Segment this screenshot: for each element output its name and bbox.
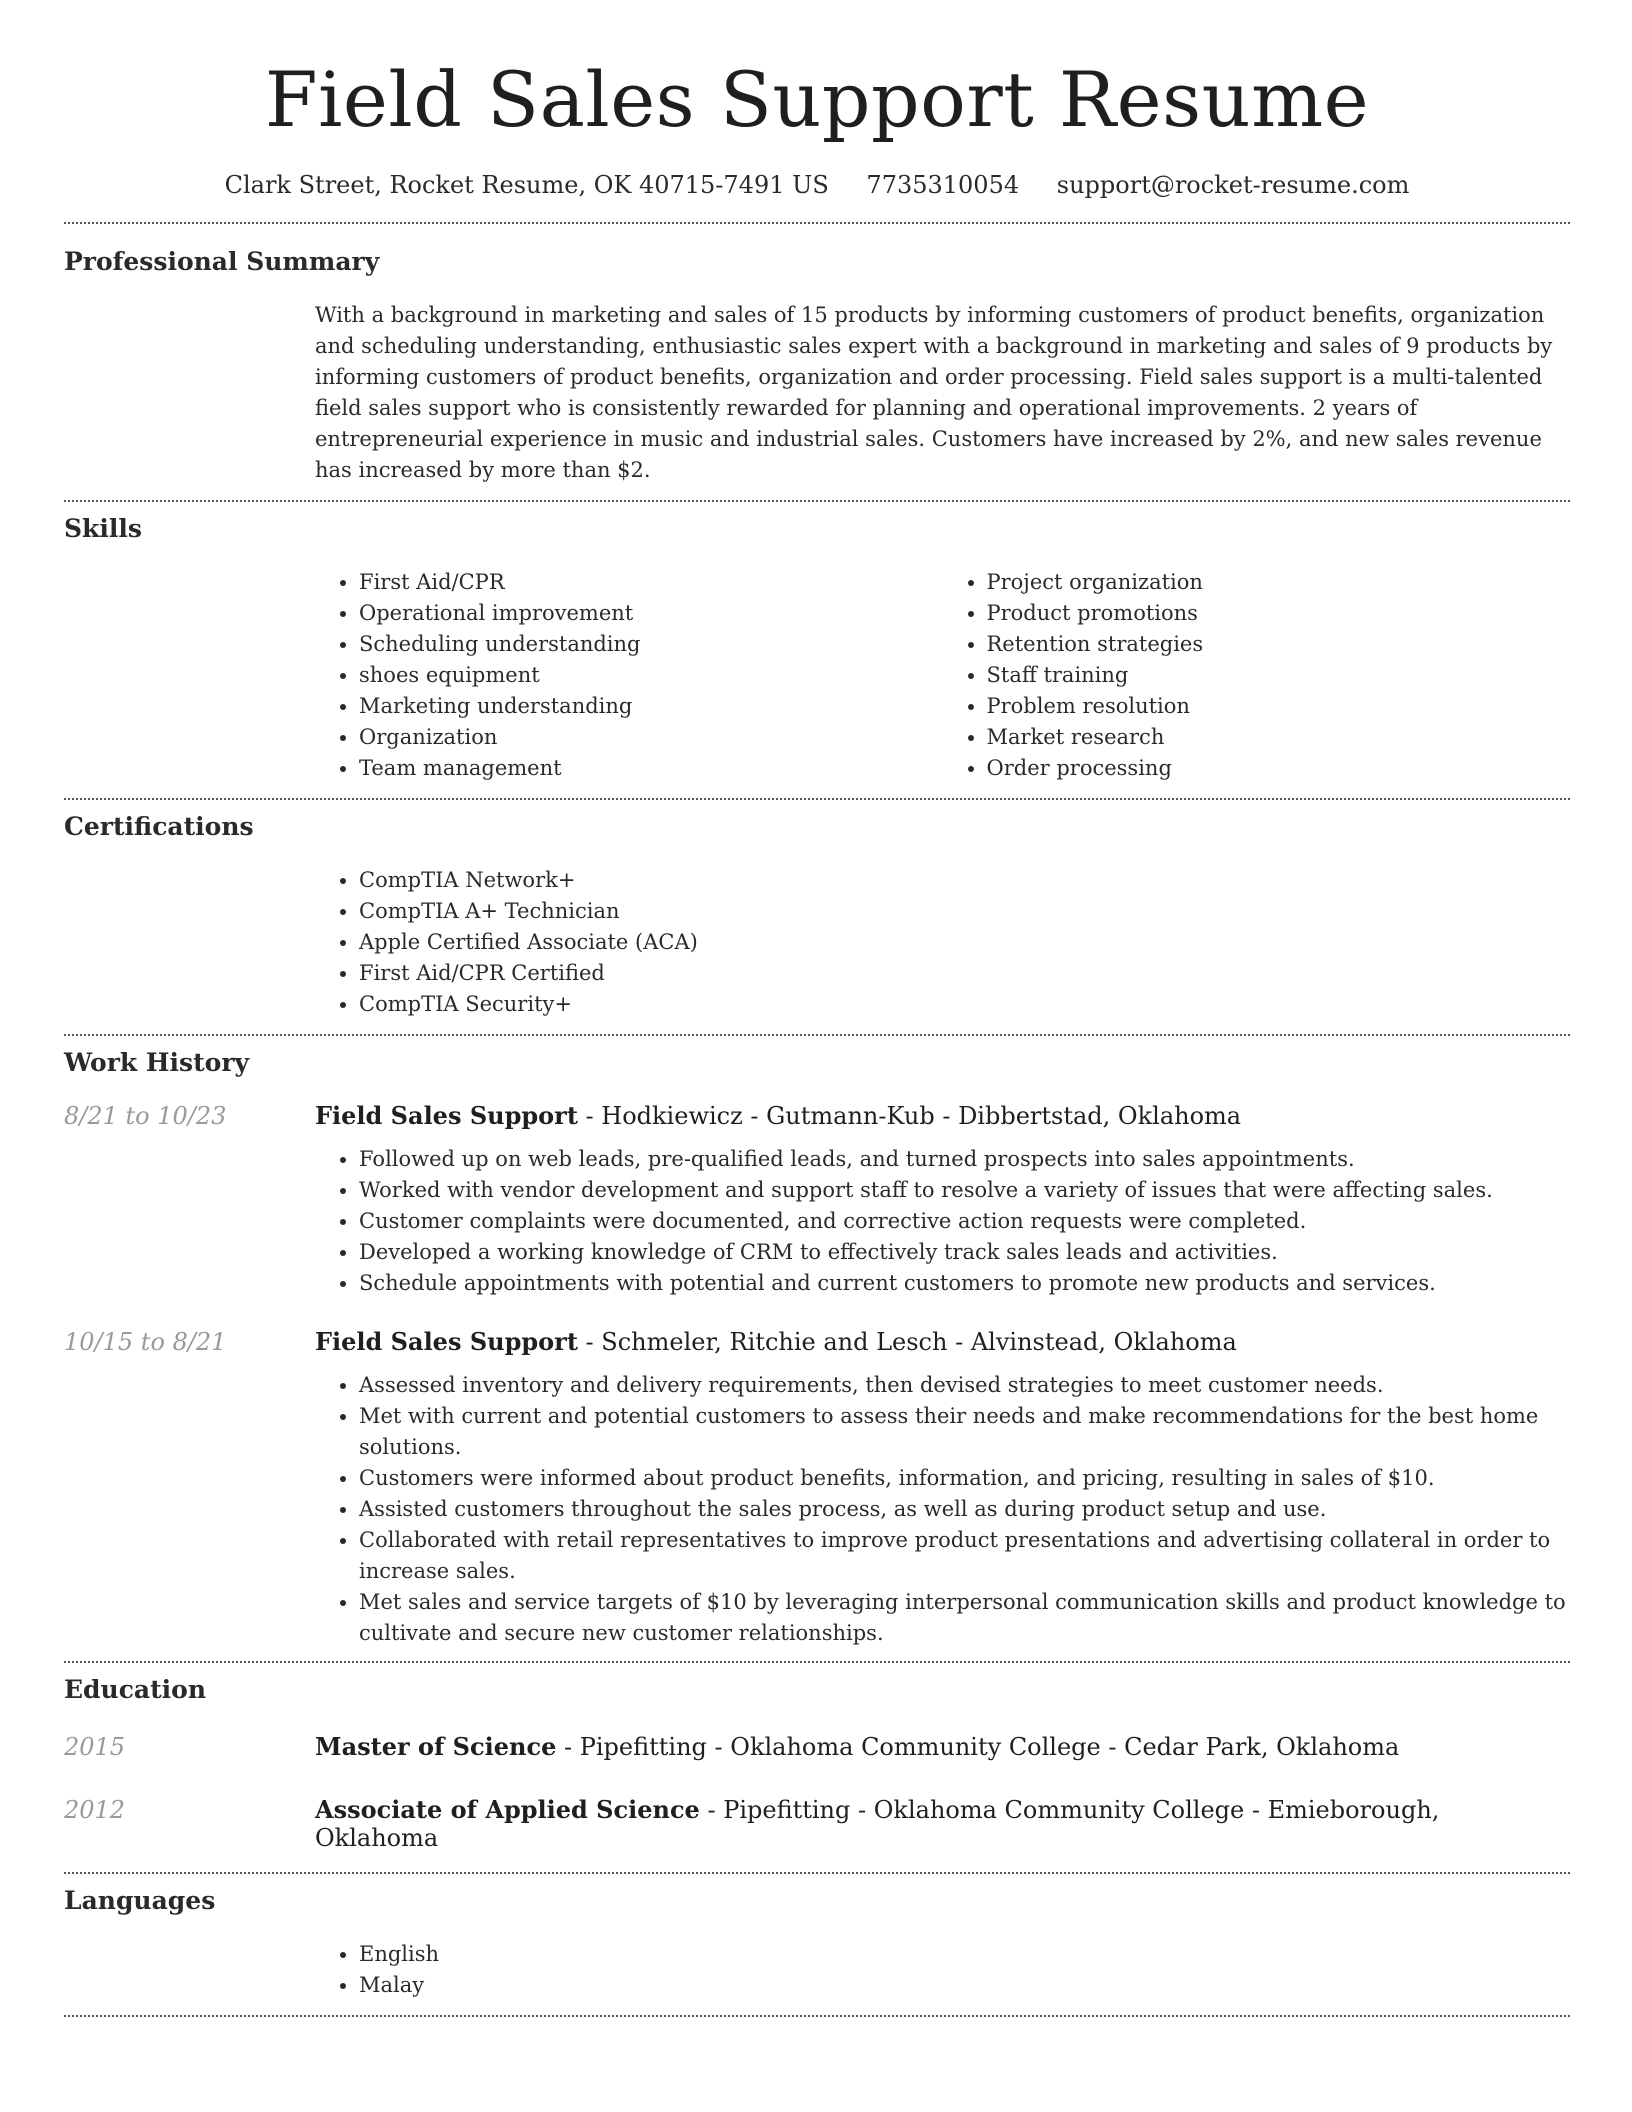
list-item: • Marketing understanding <box>359 691 943 722</box>
list-item: • English <box>359 1939 1570 1970</box>
contact-address: Clark Street, Rocket Resume, OK 40715-7491 US <box>224 171 829 199</box>
divider <box>64 2015 1570 2017</box>
resume-page <box>64 0 1570 2017</box>
education-heading <box>315 1795 1570 1852</box>
job-role: Field Sales Support <box>315 1101 578 1130</box>
section-languages <box>64 1885 1570 2001</box>
section-work-history <box>64 1047 1570 1649</box>
job-bullets <box>315 1370 1570 1649</box>
list-item: • First Aid/CPR Certified <box>359 958 1570 989</box>
list-item: • Operational improvement <box>359 598 943 629</box>
list-item: • Project organization <box>987 567 1571 598</box>
education-entry <box>64 1795 1570 1852</box>
education-degree: Master of Science <box>315 1732 557 1761</box>
list-item: • Assessed inventory and delivery requirements, then devised strategies to meet customer needs. <box>359 1370 1570 1401</box>
job-entry-header <box>64 1101 1570 1130</box>
job-entry-header <box>64 1327 1570 1356</box>
list-item: • Collaborated with retail representatives to improve product presentations and advertising collateral in order to increase sales. <box>359 1525 1570 1587</box>
education-heading <box>315 1732 1399 1761</box>
section-title-languages: Languages <box>64 1886 216 1915</box>
education-year: 2015 <box>64 1733 126 1761</box>
list-item: • First Aid/CPR <box>359 567 943 598</box>
list-item: • Developed a working knowledge of CRM to effectively track sales leads and activities. <box>359 1237 1570 1268</box>
section-title-skills: Skills <box>64 514 142 543</box>
divider <box>64 500 1570 502</box>
job-heading <box>315 1101 1241 1130</box>
list-item: • CompTIA A+ Technician <box>359 896 1570 927</box>
list-item: • Order processing <box>987 753 1571 784</box>
contact-phone: 7735310054 <box>866 171 1020 199</box>
job-employer: - Hodkiewicz - Gutmann-Kub - Dibbertstad, Oklahoma <box>577 1102 1242 1130</box>
languages-list <box>315 1939 1570 2001</box>
divider <box>64 1034 1570 1036</box>
divider <box>64 222 1570 224</box>
list-item: • Customers were informed about product benefits, information, and pricing, resulting in sales of $10. <box>359 1463 1570 1494</box>
education-detail: - Pipefitting - Oklahoma Community College - Cedar Park, Oklahoma <box>556 1733 1400 1761</box>
section-education <box>64 1674 1570 1852</box>
list-item: • Problem resolution <box>987 691 1571 722</box>
list-item: • Met with current and potential customers to assess their needs and make recommendations for the best home solutions. <box>359 1401 1570 1463</box>
certifications-list <box>315 865 1570 1020</box>
job-dates: 10/15 to 8/21 <box>64 1328 227 1356</box>
list-item: • Assisted customers throughout the sales process, as well as during product setup and use. <box>359 1494 1570 1525</box>
list-item: • Team management <box>359 753 943 784</box>
education-detail: - Pipefitting - Oklahoma Community College - Emieborough, Oklahoma <box>315 1796 1440 1852</box>
list-item: • shoes equipment <box>359 660 943 691</box>
divider <box>64 1661 1570 1663</box>
list-item: • Followed up on web leads, pre-qualified leads, and turned prospects into sales appointments. <box>359 1144 1570 1175</box>
divider <box>64 1872 1570 1874</box>
job-heading <box>315 1327 1237 1356</box>
certifications-block <box>315 865 1570 1020</box>
list-item: • Schedule appointments with potential and current customers to promote new products and services. <box>359 1268 1570 1299</box>
section-skills <box>64 513 1570 784</box>
list-item: • Organization <box>359 722 943 753</box>
education-year: 2012 <box>64 1796 126 1824</box>
contact-email: support@rocket-resume.com <box>1056 171 1410 199</box>
section-title-summary: Professional Summary <box>64 247 380 276</box>
section-title-certifications: Certifications <box>64 812 254 841</box>
section-title-work: Work History <box>64 1048 250 1077</box>
list-item: • Apple Certified Associate (ACA) <box>359 927 1570 958</box>
resume-title: Field Sales Support Resume <box>264 55 1370 144</box>
section-summary <box>64 246 1570 486</box>
list-item: • Retention strategies <box>987 629 1571 660</box>
job-bullets <box>315 1144 1570 1299</box>
list-item: • Staff training <box>987 660 1571 691</box>
job-bullet-list <box>315 1370 1570 1649</box>
list-item: • Product promotions <box>987 598 1571 629</box>
section-certifications <box>64 811 1570 1020</box>
job-dates: 8/21 to 10/23 <box>64 1102 227 1130</box>
education-degree: Associate of Applied Science <box>315 1795 700 1824</box>
contact-line <box>64 168 1570 202</box>
list-item: • CompTIA Network+ <box>359 865 1570 896</box>
job-bullet-list <box>315 1144 1570 1299</box>
section-title-education: Education <box>64 1675 207 1704</box>
list-item: • Worked with vendor development and support staff to resolve a variety of issues that were affecting sales. <box>359 1175 1570 1206</box>
job-employer: - Schmeler, Ritchie and Lesch - Alvinstead, Oklahoma <box>577 1328 1237 1356</box>
list-item: • Malay <box>359 1970 1570 2001</box>
skills-list-right <box>943 567 1571 784</box>
list-item: • Market research <box>987 722 1571 753</box>
job-role: Field Sales Support <box>315 1327 578 1356</box>
languages-block <box>315 1939 1570 2001</box>
summary-text: With a background in marketing and sales of 15 products by informing customers of product benefits, organization and scheduling understanding, enthusiastic sales expert with a background in marketing and sales of 9 products by informing customers of product benefits, organization and order processing. Field sales support is a multi-talented field sales support who is consistently rewarded for planning and operational improvements. 2 years of entrepreneurial experience in music and industrial sales. Customers have increased by 2%, and new sales revenue has increased by more than $2. <box>315 303 1553 482</box>
list-item: • Customer complaints were documented, and corrective action requests were completed. <box>359 1206 1570 1237</box>
skills-columns <box>315 567 1570 784</box>
list-item: • Scheduling understanding <box>359 629 943 660</box>
divider <box>64 798 1570 800</box>
skills-list-left <box>315 567 943 784</box>
education-entry <box>64 1732 1570 1761</box>
list-item: • CompTIA Security+ <box>359 989 1570 1020</box>
list-item: • Met sales and service targets of $10 by leveraging interpersonal communication skills and product knowledge to cultivate and secure new customer relationships. <box>359 1587 1570 1649</box>
